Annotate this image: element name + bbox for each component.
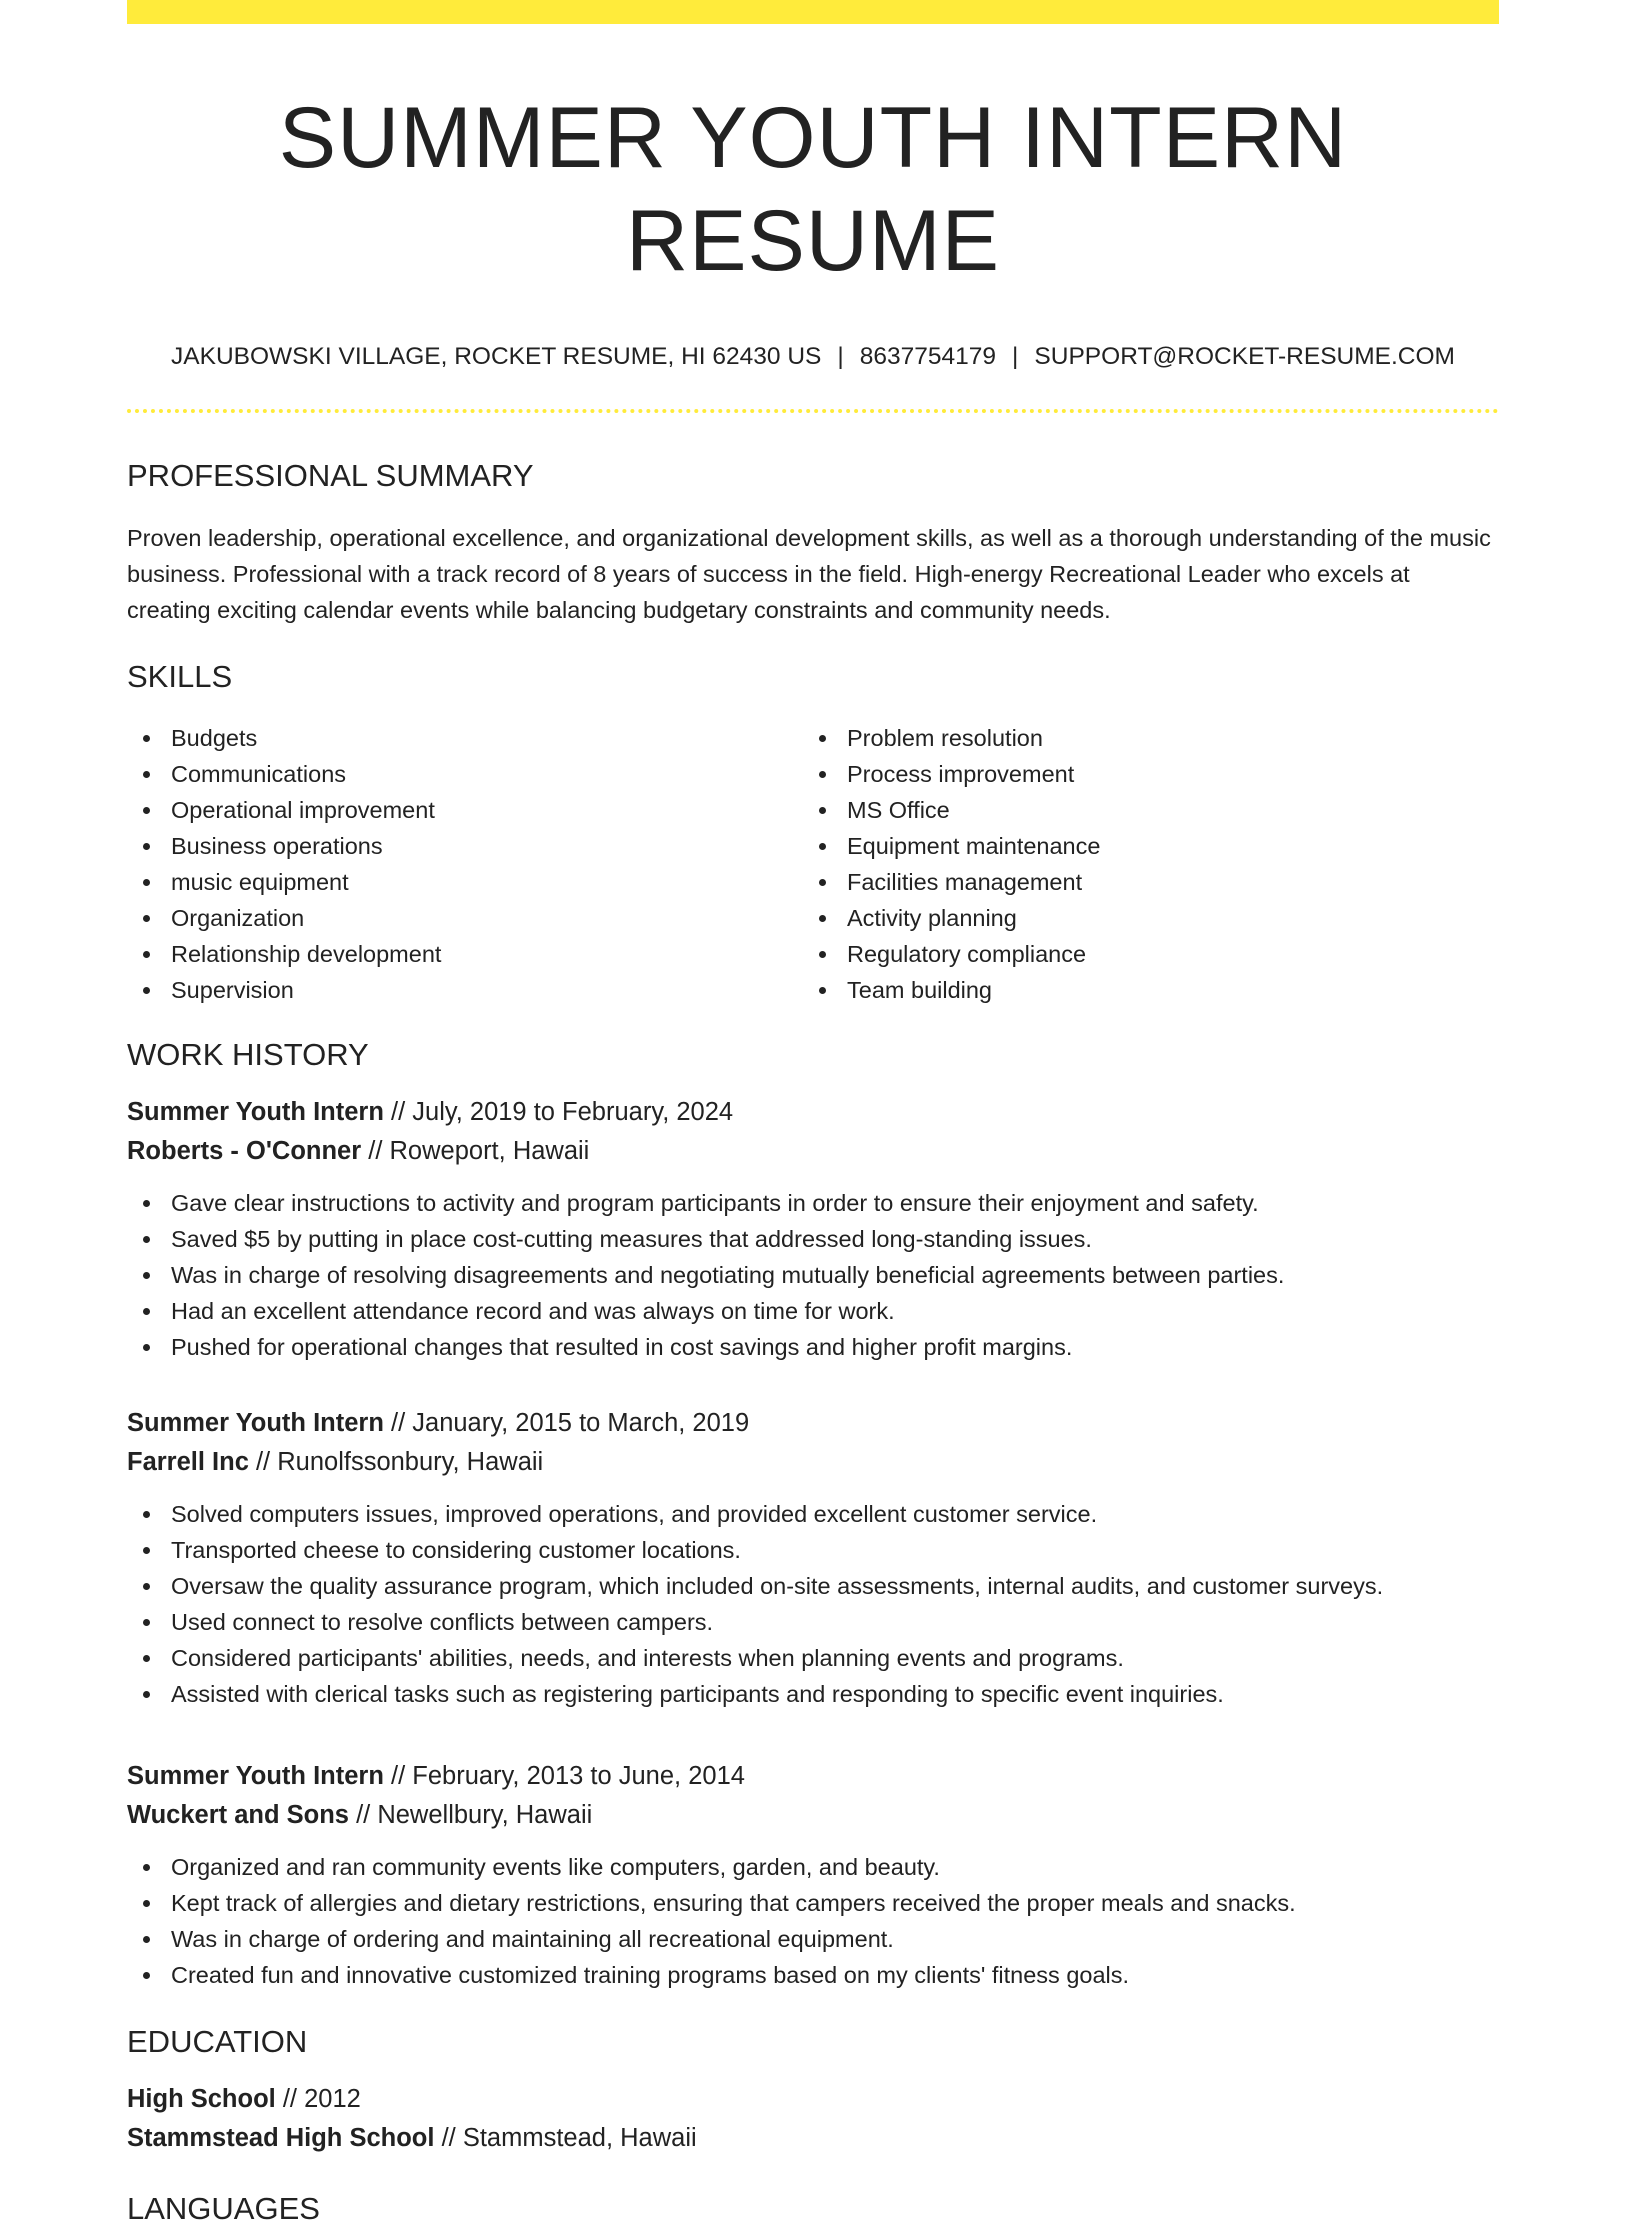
skill-item: Communications: [127, 756, 803, 792]
skill-item: Regulatory compliance: [803, 936, 1479, 972]
job-bullet: Pushed for operational changes that resulted in cost savings and higher profit margins.: [127, 1329, 1499, 1365]
dotted-divider: [127, 409, 1499, 413]
job-company: Farrell Inc: [127, 1447, 249, 1476]
skill-item: Operational improvement: [127, 792, 803, 828]
job-bullet: Was in charge of ordering and maintaining all recreational equipment.: [127, 1921, 1499, 1957]
work-history-heading: WORK HISTORY: [127, 1036, 369, 1072]
skill-item: Facilities management: [803, 864, 1479, 900]
skill-item: Process improvement: [803, 756, 1479, 792]
job-bullet: Gave clear instructions to activity and program participants in order to ensure their enjoyment and safety.: [127, 1185, 1499, 1221]
summary-heading: PROFESSIONAL SUMMARY: [127, 458, 534, 494]
job-bullet: Saved $5 by putting in place cost-cutting measures that addressed long-standing issues.: [127, 1221, 1499, 1257]
education-school: Stammstead High School: [127, 2123, 435, 2152]
job-entry: [127, 1093, 1499, 1365]
job-bullet: Was in charge of resolving disagreements and negotiating mutually beneficial agreements between parties.: [127, 1257, 1499, 1293]
skill-item: Relationship development: [127, 936, 803, 972]
contact-separator: |: [837, 343, 844, 371]
job-bullet: Solved computers issues, improved operations, and provided excellent customer service.: [127, 1496, 1499, 1532]
job-bullet: Used connect to resolve conflicts between campers.: [127, 1604, 1499, 1640]
job-bullets: [127, 1849, 1499, 1993]
job-company-line: [127, 1443, 1499, 1482]
skill-item: Budgets: [127, 720, 803, 756]
job-dates: // February, 2013 to June, 2014: [383, 1761, 745, 1790]
job-company: Wuckert and Sons: [127, 1800, 349, 1829]
education-degree-line: [127, 2080, 1499, 2119]
job-entry: [127, 1404, 1499, 1712]
top-accent-bar: [127, 0, 1499, 24]
skill-item: Organization: [127, 900, 803, 936]
job-location: // Roweport, Hawaii: [361, 1136, 590, 1165]
skill-item: Problem resolution: [803, 720, 1479, 756]
skills-column-right: [803, 720, 1479, 1008]
job-location: // Newellbury, Hawaii: [349, 1800, 593, 1829]
skill-item: Supervision: [127, 972, 803, 1008]
education-location: // Stammstead, Hawaii: [434, 2123, 697, 2152]
contact-line: [127, 341, 1499, 373]
summary-text: Proven leadership, operational excellence, and organizational development skills, as well as a thorough understanding of the music business. Professional with a track record of 8 years of success in the field. High-energy Recreational Leader who excels at creating exciting calendar events while balancing budgetary constraints and community needs.: [127, 525, 1491, 624]
job-role: Summer Youth Intern: [127, 1408, 384, 1437]
job-company-line: [127, 1796, 1499, 1835]
contact-address: JAKUBOWSKI VILLAGE, ROCKET RESUME, HI 62430 US: [171, 343, 822, 371]
job-role-line: [127, 1404, 1499, 1443]
education-year: // 2012: [275, 2084, 361, 2113]
education-heading: EDUCATION: [127, 2023, 308, 2059]
education-school-line: [127, 2119, 1499, 2158]
job-company: Roberts - O'Conner: [127, 1136, 362, 1165]
job-bullets: [127, 1496, 1499, 1712]
resume-content: [127, 0, 1499, 2227]
job-dates: // July, 2019 to February, 2024: [383, 1097, 734, 1126]
skill-item: MS Office: [803, 792, 1479, 828]
job-role: Summer Youth Intern: [127, 1761, 384, 1790]
job-bullet: Organized and ran community events like computers, garden, and beauty.: [127, 1849, 1499, 1885]
job-role-line: [127, 1757, 1499, 1796]
education-degree: High School: [127, 2084, 276, 2113]
job-bullet: Transported cheese to considering customer locations.: [127, 1532, 1499, 1568]
skills-list: [127, 720, 1499, 1008]
job-dates: // January, 2015 to March, 2019: [383, 1408, 750, 1437]
job-bullet: Created fun and innovative customized training programs based on my clients' fitness goals.: [127, 1957, 1499, 1993]
job-bullet: Kept track of allergies and dietary restrictions, ensuring that campers received the proper meals and snacks.: [127, 1885, 1499, 1921]
skill-item: Team building: [803, 972, 1479, 1008]
job-role-line: [127, 1093, 1499, 1132]
skill-item: Activity planning: [803, 900, 1479, 936]
contact-phone: 8637754179: [859, 343, 997, 371]
job-bullet: Assisted with clerical tasks such as registering participants and responding to specific event inquiries.: [127, 1676, 1499, 1712]
skill-item: Business operations: [127, 828, 803, 864]
job-company-line: [127, 1132, 1499, 1171]
skill-item: Equipment maintenance: [803, 828, 1479, 864]
job-bullet: Had an excellent attendance record and was always on time for work.: [127, 1293, 1499, 1329]
resume-title: SUMMER YOUTH INTERN RESUME: [278, 90, 1348, 290]
job-role: Summer Youth Intern: [127, 1097, 384, 1126]
job-entry: [127, 1757, 1499, 1993]
contact-email: SUPPORT@ROCKET-RESUME.COM: [1034, 343, 1455, 371]
languages-heading: LANGUAGES: [127, 2190, 320, 2226]
skill-item: music equipment: [127, 864, 803, 900]
education-entry: [127, 2080, 1499, 2158]
job-bullet: Oversaw the quality assurance program, which included on-site assessments, internal audits, and customer surveys.: [127, 1568, 1499, 1604]
contact-separator: |: [1012, 343, 1019, 371]
job-location: // Runolfssonbury, Hawaii: [248, 1447, 544, 1476]
skills-heading: SKILLS: [127, 659, 233, 695]
job-bullets: [127, 1185, 1499, 1365]
job-bullet: Considered participants' abilities, needs, and interests when planning events and programs.: [127, 1640, 1499, 1676]
skills-column-left: [127, 720, 803, 1008]
